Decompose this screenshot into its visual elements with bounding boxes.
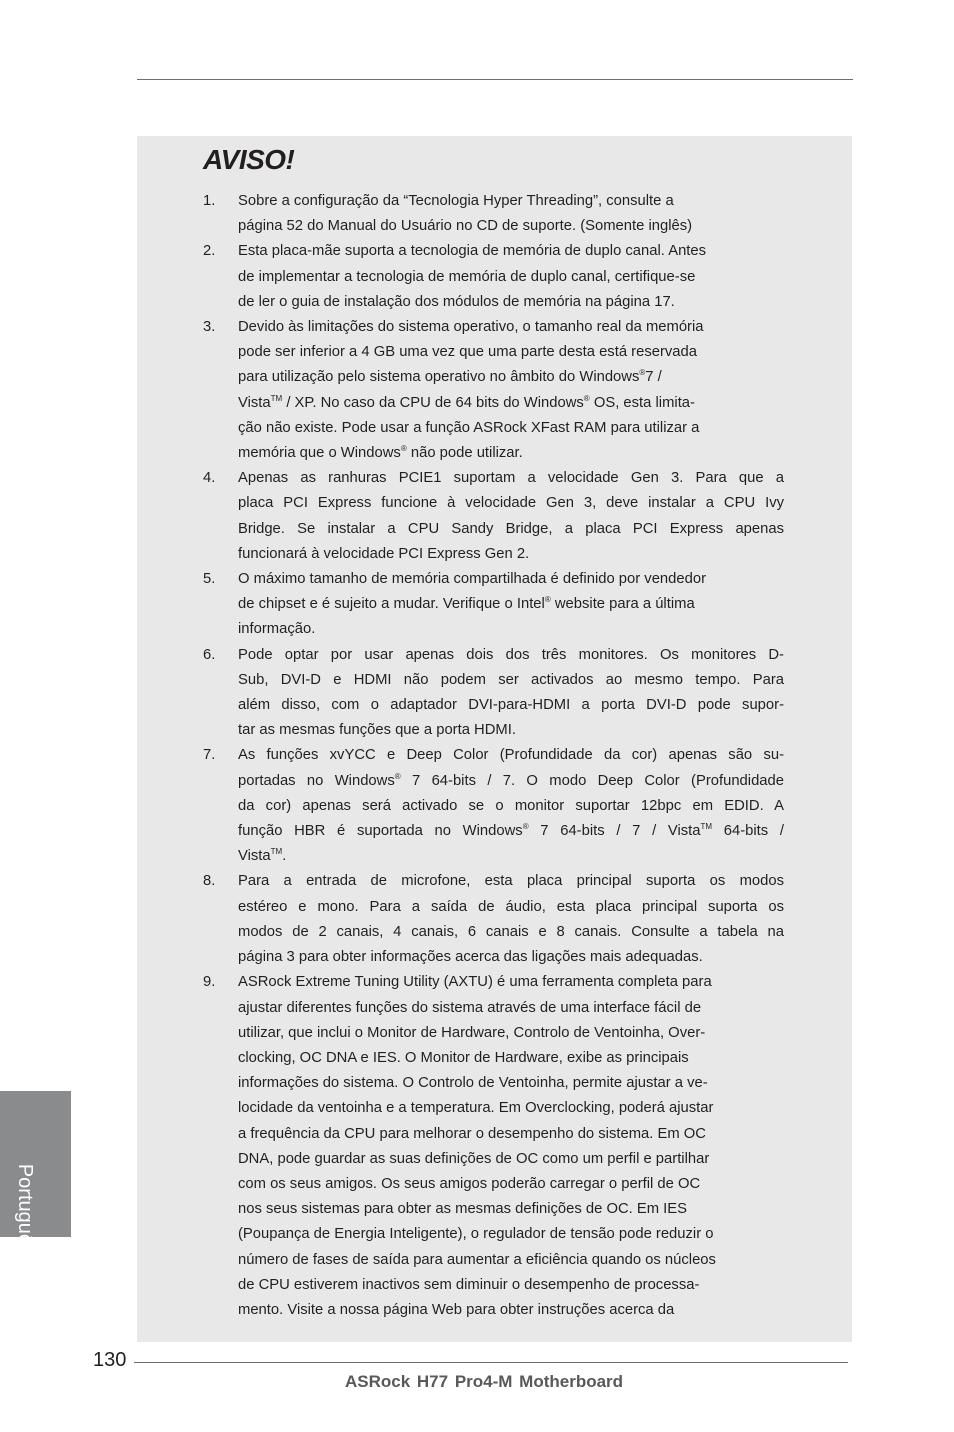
- item-text: As funções xvYCC e Deep Color (Profundidade da cor) apenas são su- portadas no Windows® 7 64-bits / 7. O modo Deep Color (Profundidade da cor) apenas será activado se o monitor suportar 12bpc em EDID. A função HBR é suportada no Windows® 7 64-bits / 7 / Vista™ 64-bits / Vista™.: [238, 747, 785, 865]
- item-text: Pode optar por usar apenas dois dos três monitores. Os monitores D- Sub, DVI-D e HDMI não podem ser activados ao mesmo tempo. Para além disso, com o adaptador DVI-para-HDMI a porta DVI-D pode supor- tar as mesmas funções que a porta HDMI.: [238, 646, 784, 739]
- item-text: ASRock Extreme Tuning Utility (AXTU) é uma ferramenta completa para ajustar diferentes funções do sistema através de uma interface fácil de utilizar, que inclui o Monitor de Hardware, Controlo de Ventoinha, Over- clocking, OC DNA e IES. O Monitor de Hardware, exibe as principais informações do sistema. O Controlo de Ventoinha, permite ajustar a ve- locidade da ventoinha e a temperatura. Em Overclocking, poderá ajustar a frequência da CPU para melhorar o desempenho do sistema. Em OC DNA, pode guardar as suas definições de OC como um perfil e partilhar com os seus amigos. Os seus amigos poderão carregar o perfil de OC nos seus sistemas para obter as mesmas definições de OC. Em IES (Poupança de Energia Inteligente), o regulador de tensão pode reduzir o número de fases de saída para aumentar a eficiência quando os núcleos de CPU estiverem inactivos sem diminuir o desempenho de processa- mento. Visite a nossa página Web para obter instruções acerca da: [238, 974, 716, 1318]
- list-item: [203, 239, 784, 315]
- list-item: [203, 970, 784, 1323]
- item-text: Devido às limitações do sistema operativo, o tamanho real da memória pode ser inferior a 4 GB uma vez que uma parte desta está reservada para utilização pelo sistema operativo no âmbito do Windows®7 / Vista™ / XP. No caso da CPU de 64 bits do Windows® OS, esta limita- ção não existe. Pode usar a função ASRock XFast RAM para utilizar a memória que o Windows® não pode utilizar.: [238, 319, 704, 462]
- list-item: [203, 643, 784, 744]
- item-number: 1.: [203, 193, 216, 209]
- item-text: Para a entrada de microfone, esta placa principal suporta os modos estéreo e mono. Para a saída de áudio, esta placa principal suporta os modos de 2 canais, 4 canais, 6 canais e 8 canais. Consulte a tabela na página 3 para obter informações acerca das ligações mais adequadas.: [238, 873, 784, 966]
- language-side-tab: [0, 1091, 71, 1255]
- item-number: 6.: [203, 646, 216, 663]
- item-number: 4.: [203, 470, 216, 487]
- item-text: Esta placa-mãe suporta a tecnologia de memória de duplo canal. Antes de implementar a tecnologia de memória de duplo canal, certifique-se de ler o guia de instalação dos módulos de memória na página 17.: [238, 243, 707, 310]
- item-number: 5.: [203, 571, 216, 588]
- footer-title: ASRock H77 Pro4-M Motherboard: [345, 1372, 624, 1391]
- item-text: Apenas as ranhuras PCIE1 suportam a velocidade Gen 3. Para que a placa PCI Express funcione à velocidade Gen 3, deve instalar a CPU Ivy Bridge. Se instalar a CPU Sandy Bridge, a placa PCI Express apenas funcionará à velocidade PCI Express Gen 2.: [238, 470, 784, 562]
- list-item: [203, 743, 784, 869]
- list-item: [203, 567, 784, 643]
- notes-list: [203, 189, 784, 1323]
- language-label: Português: [14, 1163, 36, 1255]
- list-item: [203, 189, 784, 239]
- list-item: [203, 869, 784, 970]
- item-text: O máximo tamanho de memória compartilhada é definido por vendedor de chipset e é sujeito a mudar. Verifique o Intel® website para a última informação.: [238, 571, 706, 638]
- item-number: 8.: [203, 873, 216, 890]
- list-item: [203, 315, 784, 466]
- item-text: Sobre a configuração da “Tecnologia Hyper Threading”, consulte a página 52 do Manual do Usuário no CD de suporte. (Somente inglês): [238, 193, 693, 235]
- item-number: 7.: [203, 747, 216, 764]
- list-item: [203, 466, 784, 567]
- item-number: 3.: [203, 319, 216, 336]
- bottom-rule: [134, 1362, 848, 1363]
- item-number: 9.: [203, 974, 216, 991]
- top-rule: [137, 79, 853, 80]
- warning-heading: AVISO!: [203, 144, 295, 175]
- page-number: 130: [93, 1349, 127, 1371]
- item-number: 2.: [203, 243, 216, 260]
